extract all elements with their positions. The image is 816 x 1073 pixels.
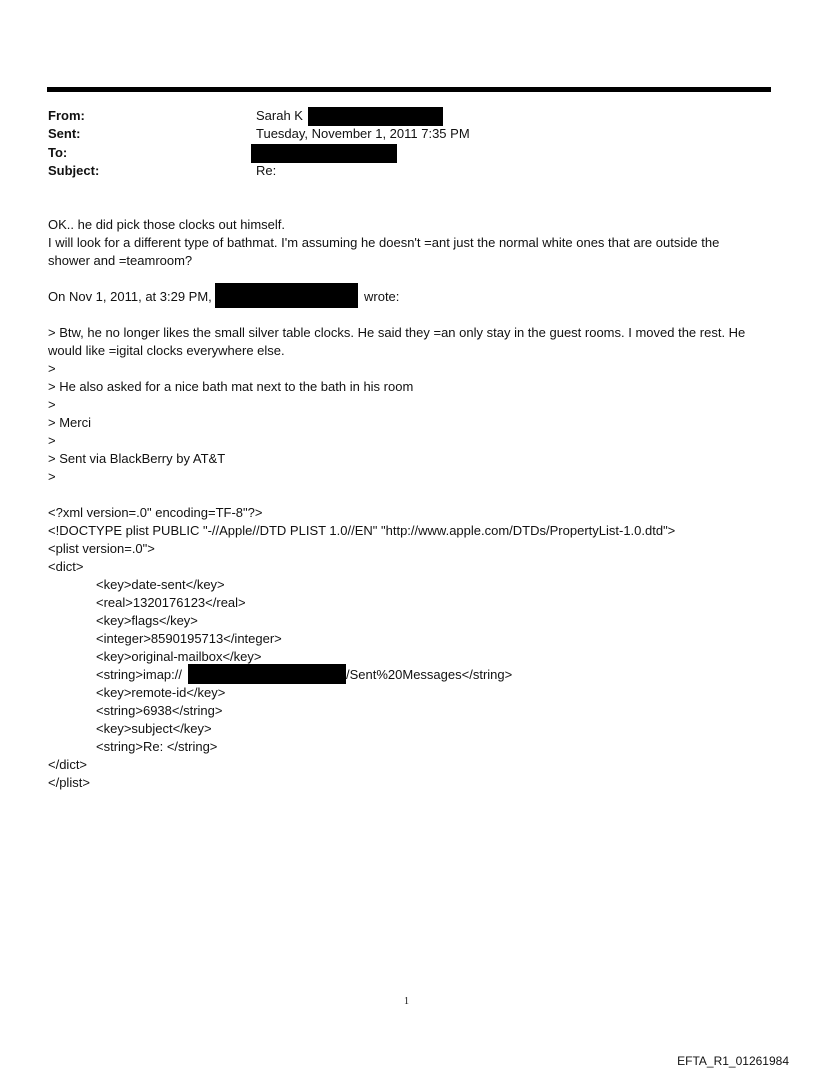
xml-line: </dict> xyxy=(48,757,88,772)
subject-label: Subject: xyxy=(48,163,100,178)
quote-line: > xyxy=(48,397,56,412)
quote-intro: On Nov 1, 2011, at 3:29 PM, xyxy=(48,289,212,304)
from-value: Sarah K xyxy=(256,108,303,123)
quote-line: would like =igital clocks everywhere else. xyxy=(48,343,285,358)
quote-line: > Merci xyxy=(48,415,91,430)
quote-line: > Sent via BlackBerry by AT&T xyxy=(48,451,226,466)
xml-line: <key>subject</key> xyxy=(96,721,212,736)
to-label: To: xyxy=(48,145,68,160)
xml-line: <key>remote-id</key> xyxy=(96,685,226,700)
xml-line: </plist> xyxy=(48,775,90,790)
xml-line: <string>imap:// xyxy=(96,667,182,682)
page-number: 1 xyxy=(404,996,409,1007)
xml-line: <key>flags</key> xyxy=(96,613,198,628)
sent-value: Tuesday, November 1, 2011 7:35 PM xyxy=(256,126,470,141)
redaction-mailbox xyxy=(188,664,346,684)
redaction-sender xyxy=(215,283,358,308)
xml-line: <key>original-mailbox</key> xyxy=(96,649,262,664)
body-line: I will look for a different type of bathmat. I'm assuming he doesn't =ant just the normal white ones that are outside the xyxy=(48,235,720,250)
body-line: OK.. he did pick those clocks out himself. xyxy=(48,217,285,232)
xml-line: <real>1320176123</real> xyxy=(96,595,246,610)
quote-intro-wrote: wrote: xyxy=(364,289,400,304)
xml-line: <plist version=.0"> xyxy=(48,541,155,556)
xml-line: <dict> xyxy=(48,559,84,574)
quote-line: > xyxy=(48,361,56,376)
xml-line: <integer>8590195713</integer> xyxy=(96,631,282,646)
redaction-to xyxy=(251,144,397,163)
subject-value: Re: xyxy=(256,163,277,178)
from-label: From: xyxy=(48,108,85,123)
xml-line: <string>Re: </string> xyxy=(96,739,218,754)
redaction-from xyxy=(308,107,443,126)
quote-line: > Btw, he no longer likes the small silver table clocks. He said they =an only stay in the guest rooms. I moved the rest. He xyxy=(48,325,746,340)
document-id: EFTA_R1_01261984 xyxy=(677,1054,789,1068)
header-rule xyxy=(47,87,771,92)
xml-line: <?xml version=.0" encoding=TF-8"?> xyxy=(48,505,263,520)
xml-line: <!DOCTYPE plist PUBLIC "-//Apple//DTD PLIST 1.0//EN" "http://www.apple.com/DTDs/PropertyList-1.0.dtd"> xyxy=(48,523,676,538)
xml-line: <key>date-sent</key> xyxy=(96,577,225,592)
sent-label: Sent: xyxy=(48,126,81,141)
xml-line: <string>6938</string> xyxy=(96,703,223,718)
xml-line: /Sent%20Messages</string> xyxy=(346,667,513,682)
body-line: shower and =teamroom? xyxy=(48,253,193,268)
quote-line: > He also asked for a nice bath mat next to the bath in his room xyxy=(48,379,414,394)
quote-line: > xyxy=(48,469,56,484)
quote-line: > xyxy=(48,433,56,448)
